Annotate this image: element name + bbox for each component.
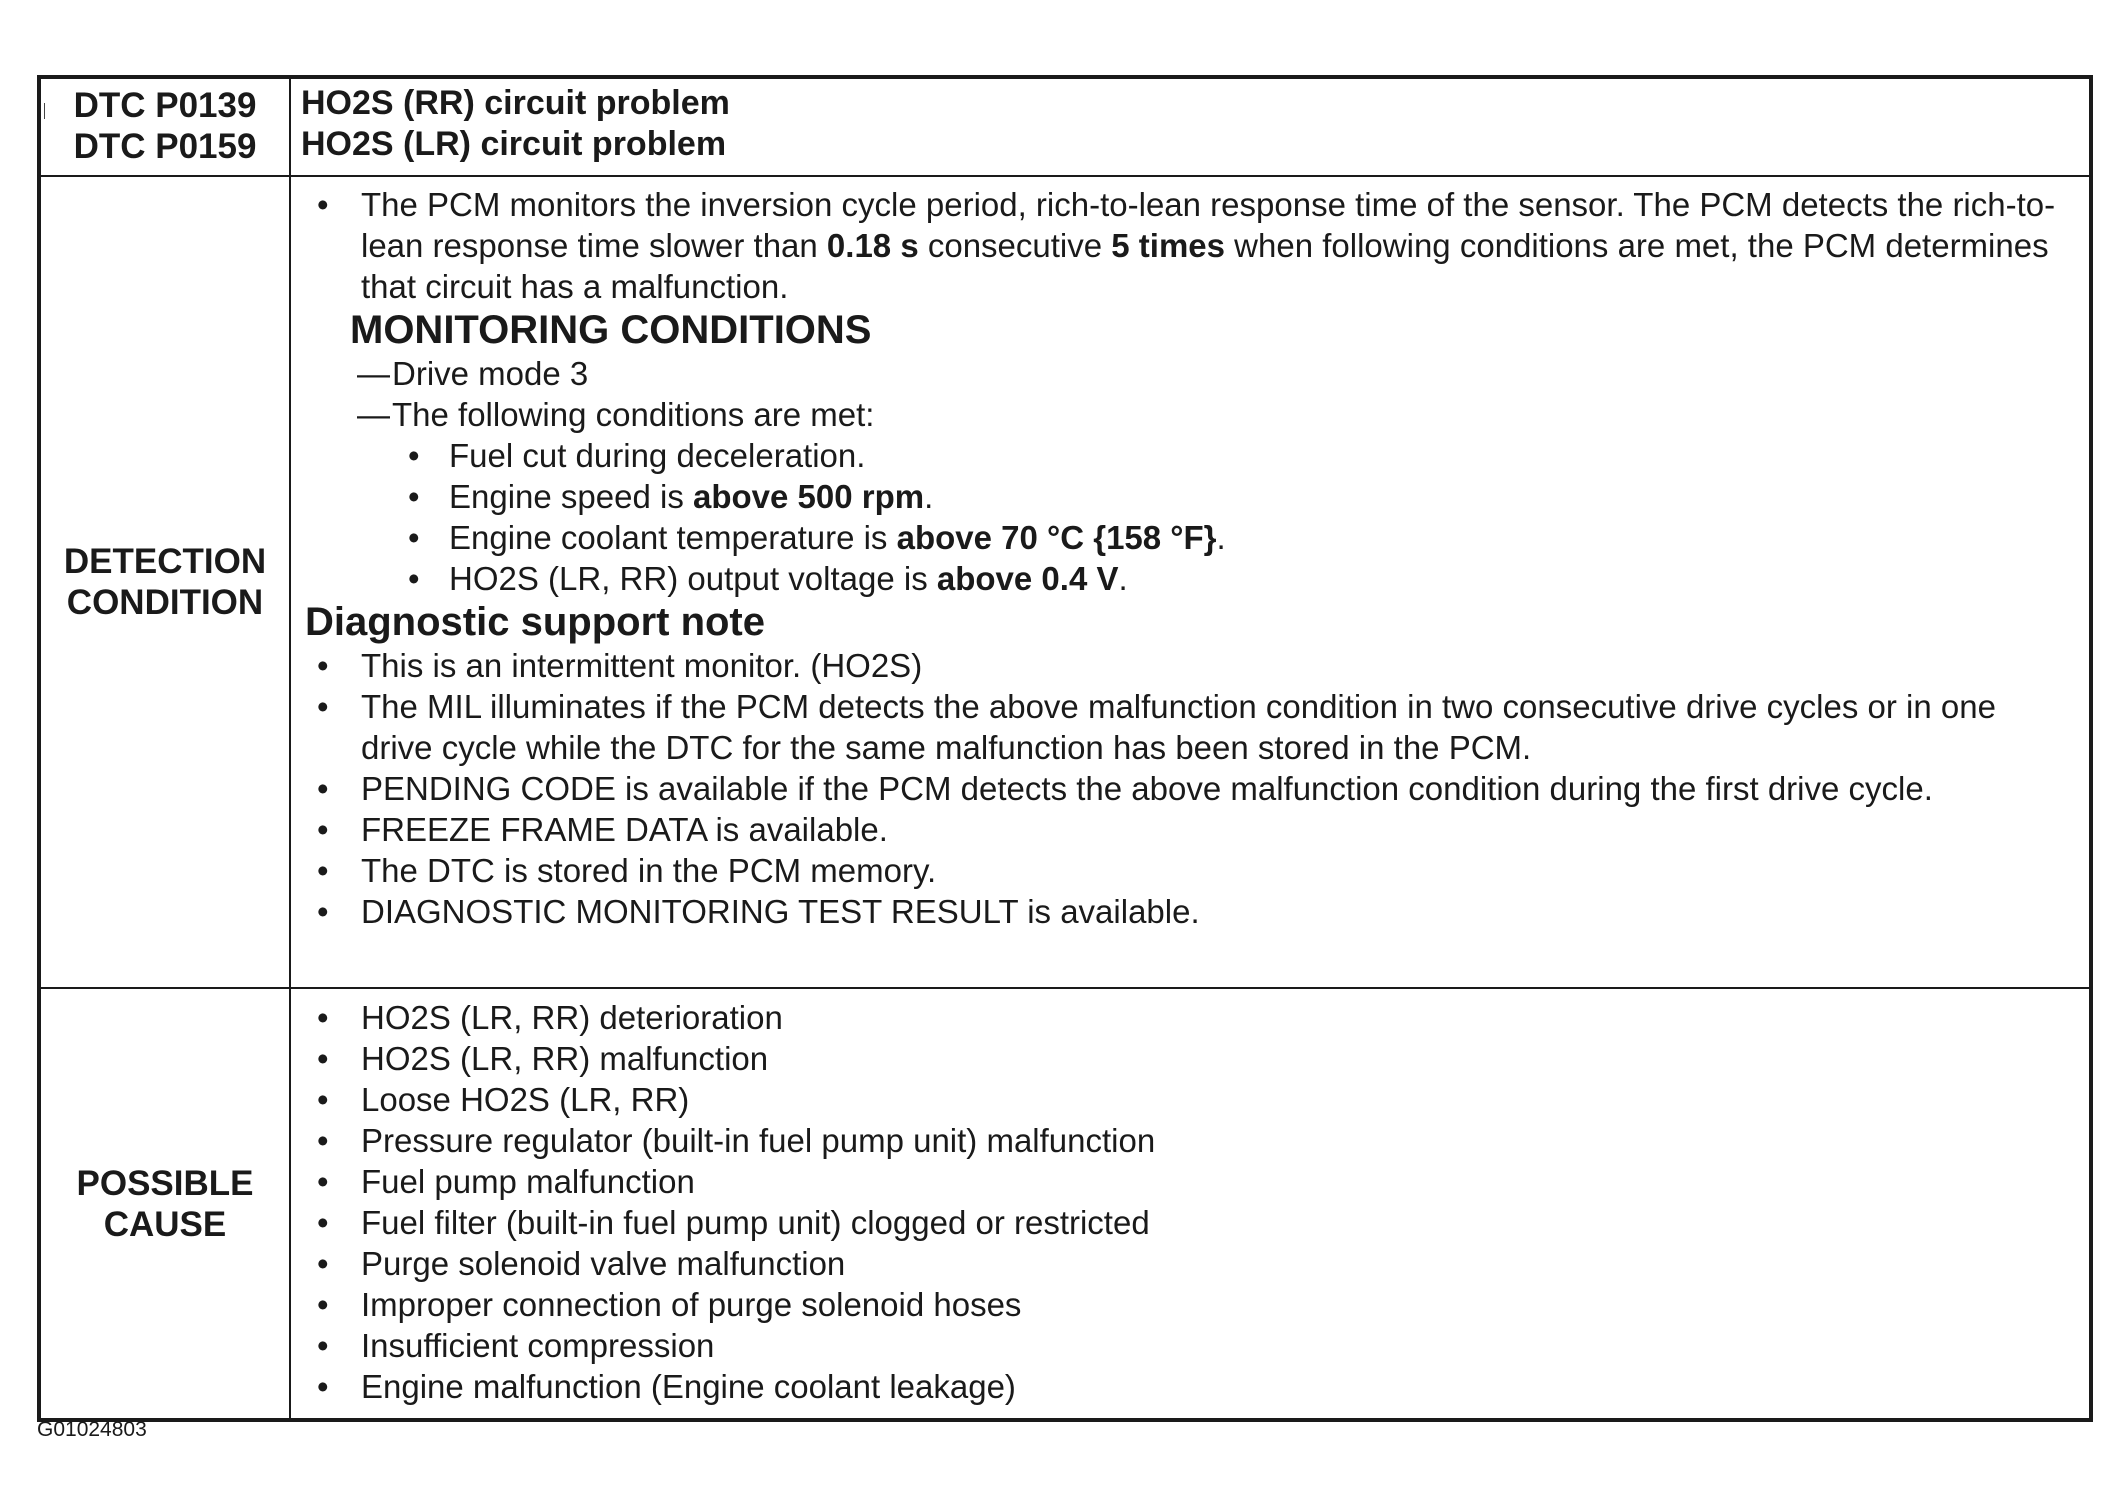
support-note: • PENDING CODE is available if the PCM detects the above malfunction condition during the first drive cycle. xyxy=(305,768,2069,809)
dash-item: — Drive mode 3 xyxy=(357,353,2069,394)
dtc-header-row xyxy=(39,77,2091,176)
figure-id: G01024803 xyxy=(37,1418,147,1441)
support-note: • DIAGNOSTIC MONITORING TEST RESULT is available. xyxy=(305,891,2069,932)
monitoring-conditions-title: MONITORING CONDITIONS xyxy=(350,308,872,352)
dtc-code: DTC P0139 xyxy=(73,86,257,125)
dtc-code-cell xyxy=(39,77,290,176)
detection-condition-content xyxy=(290,176,2091,988)
possible-cause-label: POSSIBLE CAUSE xyxy=(39,988,290,1420)
cause-item: • Engine malfunction (Engine coolant leakage) xyxy=(305,1366,2069,1407)
cause-item: • HO2S (LR, RR) deterioration xyxy=(305,997,2069,1038)
possible-cause-row xyxy=(39,988,2091,1420)
detection-condition-row xyxy=(39,176,2091,988)
support-note: • This is an intermittent monitor. (HO2S) xyxy=(305,645,2069,686)
possible-cause-content xyxy=(290,988,2091,1420)
condition-item: • Engine speed is above 500 rpm. xyxy=(449,476,2069,517)
cause-item: • HO2S (LR, RR) malfunction xyxy=(305,1038,2069,1079)
cause-item: • Insufficient compression xyxy=(305,1325,2069,1366)
cause-item: • Pressure regulator (built-in fuel pump unit) malfunction xyxy=(305,1120,2069,1161)
condition-item: • HO2S (LR, RR) output voltage is above 0.4 V. xyxy=(449,558,2069,599)
support-note: • The MIL illuminates if the PCM detects the above malfunction condition in two consecutive drive cycles or in one drive cycle while the DTC for the same malfunction has been stored in the PCM. xyxy=(305,686,2069,768)
support-notes-list xyxy=(305,645,2069,932)
condition-item: • Engine coolant temperature is above 70 °C {158 °F}. xyxy=(449,517,2069,558)
dtc-description-cell xyxy=(290,77,2091,176)
dtc-description: HO2S (LR) circuit problem xyxy=(301,125,727,163)
detection-intro-list xyxy=(305,184,2069,307)
detection-intro: • The PCM monitors the inversion cycle period, rich-to-lean response time of the sensor. The PCM detects the rich-to-lean response time slower than 0.18 s consecutive 5 times when following conditions are met, the PCM determines that circuit has a malfunction. xyxy=(305,184,2069,307)
dtc-description: HO2S (RR) circuit problem xyxy=(301,84,730,122)
dtc-table xyxy=(37,75,2093,1422)
cause-item: • Purge solenoid valve malfunction xyxy=(305,1243,2069,1284)
cause-item: • Loose HO2S (LR, RR) xyxy=(305,1079,2069,1120)
dash-item: — The following conditions are met: xyxy=(357,394,2069,435)
diagnostic-support-note-title: Diagnostic support note xyxy=(305,600,765,644)
cause-item: • Fuel pump malfunction xyxy=(305,1161,2069,1202)
cause-item: • Improper connection of purge solenoid hoses xyxy=(305,1284,2069,1325)
condition-item: • Fuel cut during deceleration. xyxy=(449,435,2069,476)
detection-condition-label: DETECTION CONDITION xyxy=(39,176,290,988)
dtc-code: DTC P0159 xyxy=(73,127,257,166)
support-note: • The DTC is stored in the PCM memory. xyxy=(305,850,2069,891)
cause-item: • Fuel filter (built-in fuel pump unit) clogged or restricted xyxy=(305,1202,2069,1243)
possible-cause-list xyxy=(305,997,2069,1407)
support-note: • FREEZE FRAME DATA is available. xyxy=(305,809,2069,850)
conditions-list xyxy=(305,435,2069,599)
